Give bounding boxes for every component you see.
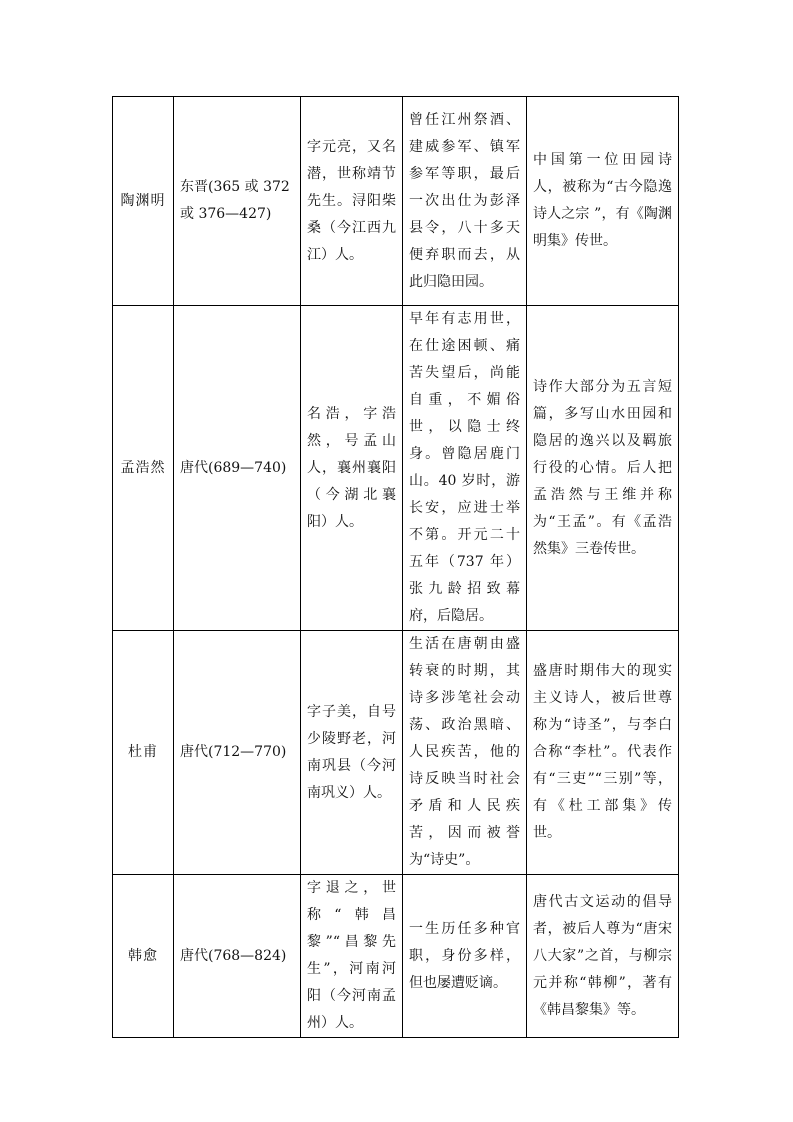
poet-dynasty: 唐代(689—740) [174,306,301,631]
poet-career: 生活在唐朝由盛转衰的时期，其诗多涉笔社会动荡、政治黑暗、人民疾苦，他的诗反映当时社会矛盾和人民疾苦，因而被誉为“诗史”。 [403,631,527,875]
poet-legacy: 中国第一位田园诗人，被称为“古今隐逸诗人之宗 ”，有《陶渊明集》传世。 [527,97,679,306]
poet-name: 孟浩然 [113,306,174,631]
poet-legacy: 盛唐时期伟大的现实主义诗人，被后世尊称为“诗圣”，与李白合称“李杜”。代表作有“三吏”“三别”等，有《杜工部集》传世。 [527,631,679,875]
poet-name: 杜甫 [113,631,174,875]
poet-career: 早年有志用世，在仕途困顿、痛苦失望后，尚能自重，不媚俗世，以隐士终身。曾隐居鹿门山。40 岁时，游长安，应进士举不第。开元二十五年（737 年）张九龄招致幕府，后隐居。 [403,306,527,631]
poet-dynasty: 唐代(768—824) [174,875,301,1038]
poet-bio: 字元亮，又名潜，世称靖节先生。浔阳柴桑（今江西九江）人。 [301,97,403,306]
poet-bio: 字退之，世称“韩昌黎”“昌黎先生”，河南河阳（今河南孟州）人。 [301,875,403,1038]
table-row [113,875,679,1038]
poet-name: 韩愈 [113,875,174,1038]
poet-dynasty: 唐代(712—770) [174,631,301,875]
table-row [113,97,679,306]
poet-career: 曾任江州祭酒、建威参军、镇军参军等职，最后一次出仕为彭泽县令，八十多天便弃职而去，从此归隐田园。 [403,97,527,306]
poet-bio: 字子美，自号少陵野老，河南巩县（今河南巩义）人。 [301,631,403,875]
table-row [113,306,679,631]
poet-legacy: 唐代古文运动的倡导者，被后人尊为“唐宋八大家”之首，与柳宗元并称“韩柳”，著有《韩昌黎集》等。 [527,875,679,1038]
poet-name: 陶渊明 [113,97,174,306]
poet-dynasty: 东晋(365 或 372 或 376—427) [174,97,301,306]
poets-table [112,96,679,1038]
poet-bio: 名浩，字浩然，号孟山人，襄州襄阳（今湖北襄阳）人。 [301,306,403,631]
poet-legacy: 诗作大部分为五言短篇，多写山水田园和隐居的逸兴以及羁旅行役的心情。后人把孟浩然与王维并称为“王孟”。有《孟浩然集》三卷传世。 [527,306,679,631]
poet-career: 一生历任多种官职，身份多样，但也屡遭贬谪。 [403,875,527,1038]
table-row [113,631,679,875]
